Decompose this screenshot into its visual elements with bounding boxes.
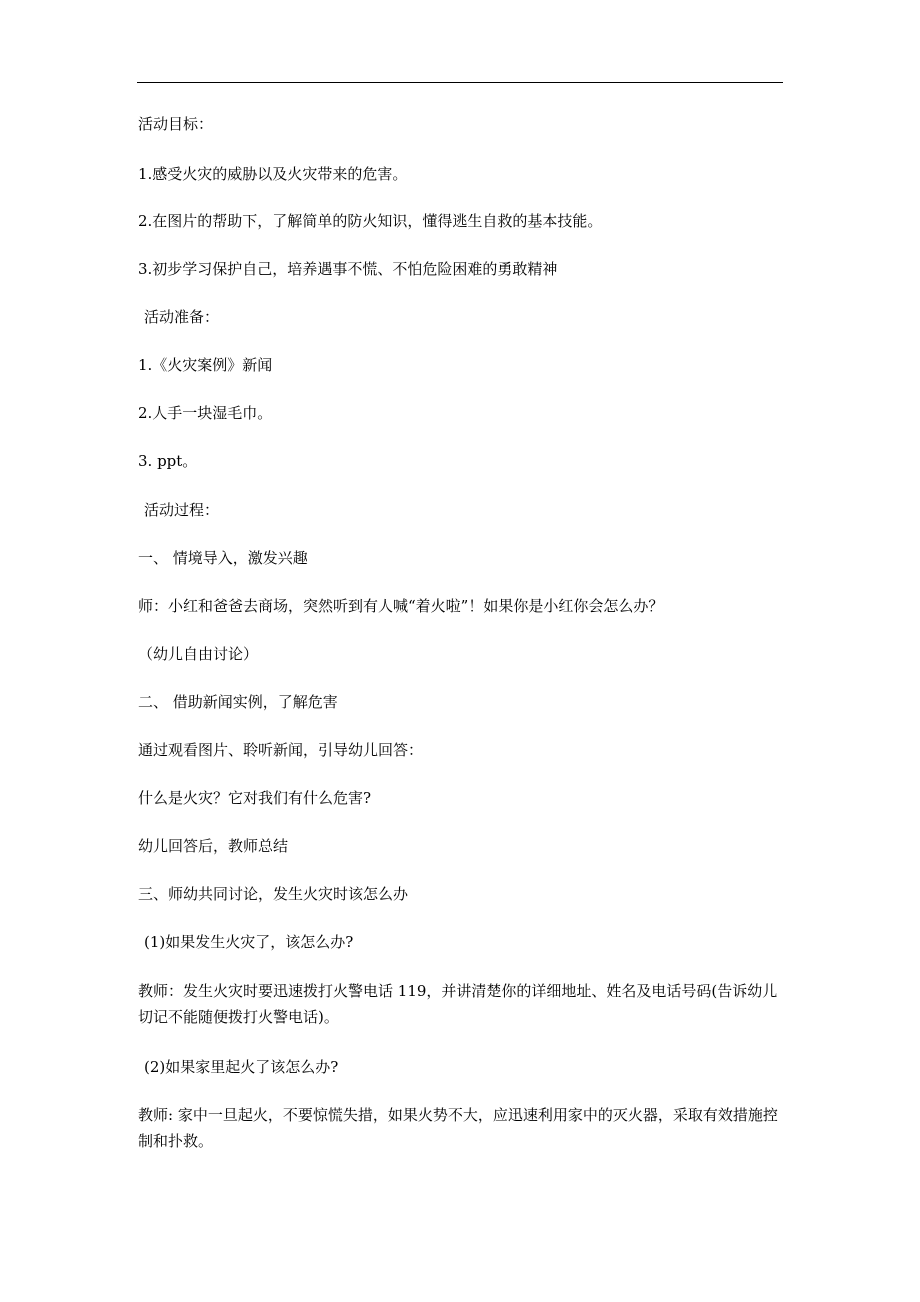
teacher-answer-1: 教师：发生火灾时要迅速拨打火警电话 119，并讲清楚你的详细地址、姓名及电话号码(告诉幼儿切记不能随便拨打火警电话)。 xyxy=(138,982,778,1026)
section-heading-goals: 活动目标： xyxy=(138,115,214,133)
preparation-item-2: 2.人手一块湿毛巾。 xyxy=(138,404,273,422)
preparation-item-3: 3. ppt。 xyxy=(138,452,198,470)
section-heading-preparation: 活动准备： xyxy=(144,308,220,326)
process-step-2-heading: 二、 借助新闻实例，了解危害 xyxy=(138,693,338,711)
goal-item-2: 2.在图片的帮助下，了解简单的防火知识，懂得逃生自救的基本技能。 xyxy=(138,212,603,230)
goal-item-1: 1.感受火灾的威胁以及火灾带来的危害。 xyxy=(138,165,408,183)
question-1: (1)如果发生火灾了，该怎么办? xyxy=(144,933,354,951)
teacher-summary-line: 幼儿回答后，教师总结 xyxy=(138,837,289,855)
guide-answer-line: 通过观看图片、聆听新闻，引导幼儿回答： xyxy=(138,741,424,759)
process-step-1-heading: 一、 情境导入，激发兴趣 xyxy=(138,549,308,567)
teacher-answer-2: 教师: 家中一旦起火，不要惊慌失措，如果火势不大，应迅速利用家中的灭火器，采取有效措施控制和扑救。 xyxy=(138,1106,778,1150)
free-discussion-note: （幼儿自由讨论） xyxy=(138,645,259,663)
preparation-item-1: 1.《火灾案例》新闻 xyxy=(138,356,273,374)
section-heading-process: 活动过程： xyxy=(144,501,220,519)
teacher-question: 师：小红和爸爸去商场，突然听到有人喊“着火啦”！如果你是小红你会怎么办？ xyxy=(138,597,664,615)
goal-item-3: 3.初步学习保护自己，培养遇事不慌、不怕危险困难的勇敢精神 xyxy=(138,260,558,278)
process-step-3-heading: 三、师幼共同讨论，发生火灾时该怎么办 xyxy=(138,885,409,903)
header-rule xyxy=(137,82,783,83)
question-2: (2)如果家里起火了该怎么办? xyxy=(144,1058,339,1076)
fire-hazard-question: 什么是火灾？它对我们有什么危害? xyxy=(138,789,372,807)
